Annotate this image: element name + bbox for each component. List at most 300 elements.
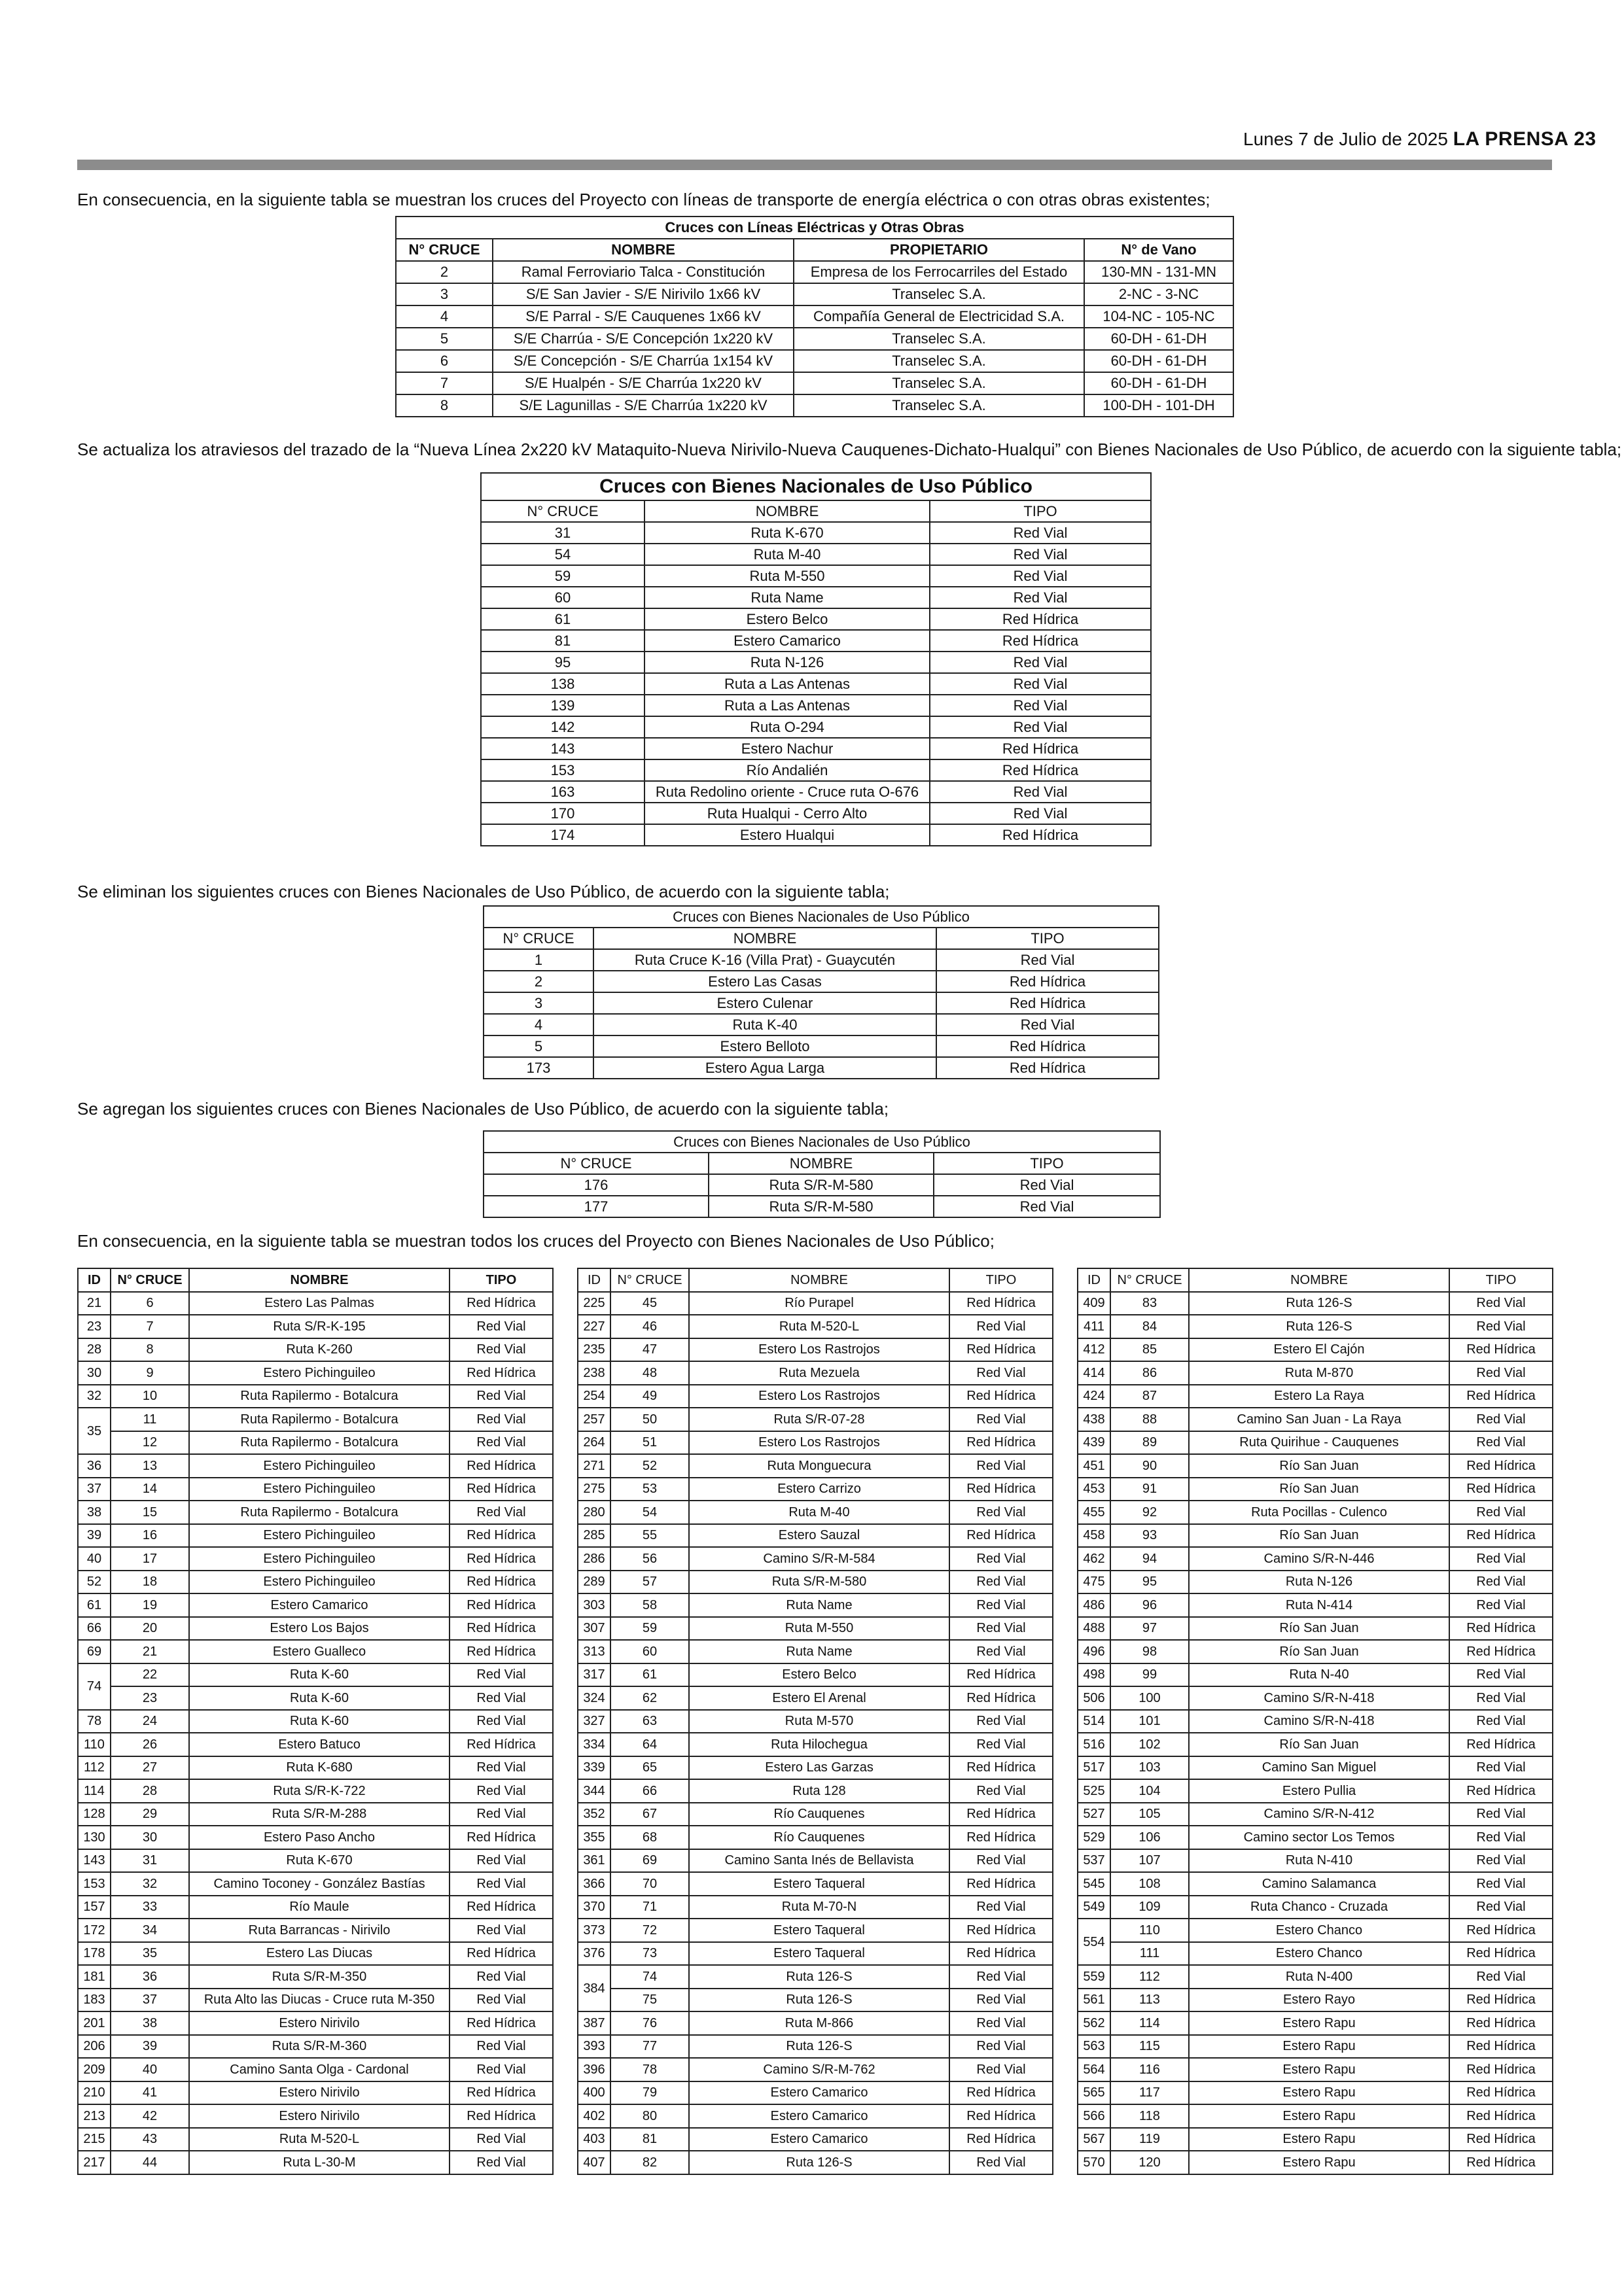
- table-row: [1078, 1593, 1553, 1617]
- column-header: N° CRUCE: [481, 500, 644, 522]
- table-row: [78, 1454, 553, 1478]
- table-cell: 79: [610, 2081, 689, 2105]
- table-cell: Río San Juan: [1189, 1617, 1449, 1641]
- table-cell: 24: [111, 1710, 189, 1733]
- table-row: [481, 544, 1151, 565]
- table-cell: 50: [610, 1408, 689, 1431]
- table-cell: 153: [481, 759, 644, 781]
- table-cell: Ruta M-550: [644, 565, 930, 587]
- table-row: [1078, 1547, 1553, 1571]
- table-row: [396, 305, 1233, 328]
- table-cell: Transelec S.A.: [794, 328, 1084, 350]
- table-row: [578, 1826, 1053, 1849]
- table-cell: Estero Los Rastrojos: [689, 1385, 949, 1408]
- table-cell: 73: [610, 1942, 689, 1966]
- table-cell: Estero Camarico: [689, 2104, 949, 2128]
- column-header: TIPO: [949, 1268, 1053, 1292]
- table-cell: 52: [610, 1454, 689, 1478]
- table-cell: 53: [610, 1478, 689, 1501]
- table-caption: Cruces con Líneas Eléctricas y Otras Obras: [396, 217, 1233, 239]
- table-cell: 105: [1110, 1803, 1189, 1826]
- table-cell: Red Vial: [930, 587, 1151, 608]
- table-cell: Red Hídrica: [450, 1361, 553, 1385]
- table-cell: 403: [578, 2128, 610, 2151]
- table-cell: Red Hídrica: [930, 738, 1151, 759]
- table-cell: 142: [481, 716, 644, 738]
- table-row: [578, 1454, 1053, 1478]
- table-cell: 60-DH - 61-DH: [1084, 372, 1233, 394]
- table-cell: 30: [78, 1361, 111, 1385]
- table-cell: 35: [111, 1942, 189, 1966]
- table-cell: 34: [111, 1919, 189, 1942]
- table-cell: Estero La Raya: [1189, 1385, 1449, 1408]
- table-cell: 38: [78, 1501, 111, 1524]
- table-cell: Camino San Juan - La Raya: [1189, 1408, 1449, 1431]
- table-row: [78, 1501, 553, 1524]
- table-cell: 60: [481, 587, 644, 608]
- table-cell: 210: [78, 2081, 111, 2105]
- table-cell: 104: [1110, 1779, 1189, 1803]
- table-cell: 65: [610, 1756, 689, 1780]
- table-cell: 1: [484, 949, 593, 971]
- table-row: [78, 1686, 553, 1710]
- table-cell: 361: [578, 1849, 610, 1873]
- table-row: [578, 2035, 1053, 2059]
- table-cell: Red Hídrica: [949, 1431, 1053, 1455]
- table-cell: 37: [111, 1989, 189, 2012]
- table-cell: Camino sector Los Temos: [1189, 1826, 1449, 1849]
- column-header: NOMBRE: [709, 1153, 934, 1174]
- table-cell: Estero Las Garzas: [689, 1756, 949, 1780]
- column-header: NOMBRE: [493, 239, 794, 261]
- table-cell: 100: [1110, 1686, 1189, 1710]
- table-cell: Estero Pichinguileo: [189, 1361, 450, 1385]
- table-row: [1078, 1361, 1553, 1385]
- table-cell: S/E Lagunillas - S/E Charrúa 1x220 kV: [493, 394, 794, 417]
- table-cell: 264: [578, 1431, 610, 1455]
- table-row: [1078, 1385, 1553, 1408]
- table-cell: S/E San Javier - S/E Nirivilo 1x66 kV: [493, 283, 794, 305]
- table-cell: 215: [78, 2128, 111, 2151]
- column-header: TIPO: [1449, 1268, 1553, 1292]
- table-cell: 525: [1078, 1779, 1110, 1803]
- table-cell: Red Vial: [450, 1315, 553, 1338]
- table-cell: 41: [111, 2081, 189, 2105]
- table-row: [578, 1710, 1053, 1733]
- table-row: [396, 372, 1233, 394]
- table-row: [484, 1174, 1160, 1196]
- table-cell: 35: [78, 1408, 111, 1454]
- table-cell: Red Hídrica: [949, 1942, 1053, 1966]
- table-row: [578, 2104, 1053, 2128]
- table-row: [78, 1965, 553, 1989]
- table-cell: 280: [578, 1501, 610, 1524]
- table-cell: 38: [111, 2011, 189, 2035]
- column-header: NOMBRE: [189, 1268, 450, 1292]
- table-cell: 370: [578, 1896, 610, 1919]
- table-row: [78, 1617, 553, 1641]
- table-cell: 90: [1110, 1454, 1189, 1478]
- table-row: [78, 1942, 553, 1966]
- table-cell: 116: [1110, 2058, 1189, 2081]
- table-cell: 61: [610, 1663, 689, 1687]
- table-cell: Red Hídrica: [1449, 2081, 1553, 2105]
- table-cell: 138: [481, 673, 644, 695]
- table-cell: 119: [1110, 2128, 1189, 2151]
- table-cell: 39: [111, 2035, 189, 2059]
- table-cell: 387: [578, 2011, 610, 2035]
- table-row: [578, 1408, 1053, 1431]
- table-cell: 78: [610, 2058, 689, 2081]
- table-row: [481, 630, 1151, 652]
- table-cell: Estero Taqueral: [689, 1872, 949, 1896]
- table-cell: Red Hídrica: [949, 1686, 1053, 1710]
- table-cell: Red Hídrica: [1449, 2104, 1553, 2128]
- table-row: [578, 1571, 1053, 1594]
- table-cell: 438: [1078, 1408, 1110, 1431]
- table-row: [578, 2151, 1053, 2174]
- table-cell: 455: [1078, 1501, 1110, 1524]
- table-row: [1078, 2104, 1553, 2128]
- table-cell: Red Hídrica: [1449, 1733, 1553, 1756]
- table-cell: Estero Sauzal: [689, 1524, 949, 1548]
- table-cell: Río San Juan: [1189, 1733, 1449, 1756]
- table-cell: 45: [610, 1292, 689, 1315]
- paragraph-5: En consecuencia, en la siguiente tabla se muestran todos los cruces del Proyecto con Bienes Nacionales de Uso Público;: [77, 1231, 995, 1251]
- table-cell: Red Vial: [1449, 1361, 1553, 1385]
- table-cell: 562: [1078, 2011, 1110, 2035]
- table-cell: 31: [111, 1849, 189, 1873]
- table-cell: 14: [111, 1478, 189, 1501]
- table-cell: Ruta Hualqui - Cerro Alto: [644, 803, 930, 824]
- header-date: Lunes 7 de Julio de 2025: [1243, 129, 1448, 149]
- table-cell: Red Vial: [949, 1965, 1053, 1989]
- table-row: [1078, 2011, 1553, 2035]
- table-cell: Ruta Name: [644, 587, 930, 608]
- table-row: [1078, 1942, 1553, 1966]
- table-cell: 76: [610, 2011, 689, 2035]
- table-row: [1078, 1338, 1553, 1362]
- table-cell: Red Vial: [1449, 1547, 1553, 1571]
- table-cell: 112: [1110, 1965, 1189, 1989]
- table-row: [78, 1385, 553, 1408]
- table-cell: 118: [1110, 2104, 1189, 2128]
- table-cell: 82: [610, 2151, 689, 2174]
- table-cell: 108: [1110, 1872, 1189, 1896]
- table-cell: 69: [78, 1640, 111, 1663]
- table-cell: 40: [78, 1547, 111, 1571]
- table-row: [78, 1547, 553, 1571]
- table-cell: Ruta K-670: [644, 522, 930, 544]
- table-cell: 407: [578, 2151, 610, 2174]
- table-cell: Red Hídrica: [930, 630, 1151, 652]
- table-cell: 81: [481, 630, 644, 652]
- table-row: [78, 2011, 553, 2035]
- table-row: [578, 1803, 1053, 1826]
- table-cell: Estero Taqueral: [689, 1919, 949, 1942]
- table-cell: Estero Batuco: [189, 1733, 450, 1756]
- table-cell: 40: [111, 2058, 189, 2081]
- table-row: [578, 1779, 1053, 1803]
- table-cell: 561: [1078, 1989, 1110, 2012]
- table-cell: Ruta K-260: [189, 1338, 450, 1362]
- paragraph-2: Se actualiza los atraviesos del trazado de la “Nueva Línea 2x220 kV Mataquito-Nueva Nirivilo-Nueva Cauquenes-Dichato-Hualqui” con Bienes Nacionales de Uso Público, de acuerdo con la siguiente tabla;: [77, 440, 1622, 459]
- table-row: [1078, 2035, 1553, 2059]
- table-cell: 91: [1110, 1478, 1189, 1501]
- table-cell: Red Vial: [1449, 1292, 1553, 1315]
- table-cell: Red Vial: [450, 1408, 553, 1431]
- table-cell: Red Vial: [450, 1385, 553, 1408]
- table-cell: 58: [610, 1593, 689, 1617]
- table-cell: 60-DH - 61-DH: [1084, 350, 1233, 372]
- table-cell: Red Vial: [1449, 1408, 1553, 1431]
- table-cell: 44: [111, 2151, 189, 2174]
- table-cell: 324: [578, 1686, 610, 1710]
- table-cell: Red Vial: [949, 1710, 1053, 1733]
- table-cell: Red Vial: [949, 1849, 1053, 1873]
- table-row: [1078, 1872, 1553, 1896]
- table-row: [578, 1989, 1053, 2012]
- table-cell: 289: [578, 1571, 610, 1594]
- table-cell: 112: [78, 1756, 111, 1780]
- table-cell: 414: [1078, 1361, 1110, 1385]
- table-cell: 9: [111, 1361, 189, 1385]
- table-cell: 384: [578, 1965, 610, 2011]
- table-row: [78, 1478, 553, 1501]
- table-cell: Red Vial: [930, 544, 1151, 565]
- table-cell: Red Hídrica: [1449, 1919, 1553, 1942]
- table-row: [578, 2128, 1053, 2151]
- table-cell: Red Vial: [930, 781, 1151, 803]
- table-cell: 173: [484, 1057, 593, 1079]
- table-cell: 130: [78, 1826, 111, 1849]
- table-cell: Red Hídrica: [1449, 2058, 1553, 2081]
- table-cell: Red Hídrica: [936, 1035, 1159, 1057]
- table-cell: Transelec S.A.: [794, 394, 1084, 417]
- table-cell: 6: [396, 350, 493, 372]
- table-cell: Estero Los Rastrojos: [689, 1431, 949, 1455]
- table-cell: 545: [1078, 1872, 1110, 1896]
- table-row: [1078, 1803, 1553, 1826]
- table-cell: Red Vial: [949, 1408, 1053, 1431]
- table-cell: Estero Pichinguileo: [189, 1571, 450, 1594]
- table-cell: Red Hídrica: [930, 824, 1151, 846]
- table-cell: Red Vial: [1449, 1826, 1553, 1849]
- table-row: [78, 1338, 553, 1362]
- column-header: N° CRUCE: [610, 1268, 689, 1292]
- table-cell: Red Hídrica: [949, 1826, 1053, 1849]
- table-cell: Red Vial: [949, 1315, 1053, 1338]
- table-cell: Red Vial: [949, 1547, 1053, 1571]
- column-header: N° CRUCE: [1110, 1268, 1189, 1292]
- table-row: [578, 1547, 1053, 1571]
- table-cell: 12: [111, 1431, 189, 1455]
- table-cell: 458: [1078, 1524, 1110, 1548]
- table-cell: Red Hídrica: [450, 1454, 553, 1478]
- table-cell: Ruta Rapilermo - Botalcura: [189, 1408, 450, 1431]
- table-cell: 77: [610, 2035, 689, 2059]
- table-cell: Red Hídrica: [949, 1803, 1053, 1826]
- table-cell: Ruta a Las Antenas: [644, 673, 930, 695]
- table-cell: Red Vial: [949, 1501, 1053, 1524]
- table-row: [1078, 1315, 1553, 1338]
- table-cell: 172: [78, 1919, 111, 1942]
- table-cell: Ruta N-400: [1189, 1965, 1449, 1989]
- table-cell: Ruta K-680: [189, 1756, 450, 1780]
- table-cell: Red Vial: [930, 652, 1151, 673]
- table-cell: 7: [396, 372, 493, 394]
- table-cell: Red Hídrica: [450, 1617, 553, 1641]
- header-paper: LA PRENSA: [1453, 128, 1569, 150]
- table-cell: 527: [1078, 1803, 1110, 1826]
- table-cell: 514: [1078, 1710, 1110, 1733]
- table-cell: 71: [610, 1896, 689, 1919]
- table-cell: 22: [111, 1663, 189, 1687]
- table-cell: 567: [1078, 2128, 1110, 2151]
- table-row: [1078, 1896, 1553, 1919]
- table-row: [1078, 2081, 1553, 2105]
- table-cell: 16: [111, 1524, 189, 1548]
- table-cell: 70: [610, 1872, 689, 1896]
- table-cell: 46: [610, 1315, 689, 1338]
- table-cell: 554: [1078, 1919, 1110, 1965]
- table-cell: Red Hídrica: [450, 1640, 553, 1663]
- table-cell: 27: [111, 1756, 189, 1780]
- table-row: [1078, 1733, 1553, 1756]
- table-row: [78, 1593, 553, 1617]
- table-cell: Red Hídrica: [1449, 1478, 1553, 1501]
- table-cell: Estero Culenar: [593, 992, 936, 1014]
- column-header: N° CRUCE: [396, 239, 493, 261]
- table-cell: Ruta Mezuela: [689, 1361, 949, 1385]
- table-cell: 8: [396, 394, 493, 417]
- table-cell: Red Vial: [450, 1501, 553, 1524]
- table-cell: Río Purapel: [689, 1292, 949, 1315]
- table-row: [481, 781, 1151, 803]
- table-cell: Red Hídrica: [450, 1571, 553, 1594]
- table-cell: Red Hídrica: [949, 2081, 1053, 2105]
- table-cell: Red Vial: [450, 2151, 553, 2174]
- column-header: NOMBRE: [593, 928, 936, 949]
- table-cell: Ruta Name: [689, 1593, 949, 1617]
- table-cell: 412: [1078, 1338, 1110, 1362]
- table-cell: 376: [578, 1942, 610, 1966]
- table-cell: Red Hídrica: [1449, 1989, 1553, 2012]
- table-cell: Ruta 126-S: [689, 1965, 949, 1989]
- table-cell: 111: [1110, 1942, 1189, 1966]
- table-cell: Estero Carrizo: [689, 1478, 949, 1501]
- table-cell: 84: [1110, 1315, 1189, 1338]
- table-cell: Red Vial: [930, 695, 1151, 716]
- table-cell: 286: [578, 1547, 610, 1571]
- column-header: ID: [578, 1268, 610, 1292]
- table-cell: 69: [610, 1849, 689, 1873]
- table-cell: Red Hídrica: [450, 1733, 553, 1756]
- table-cell: Ruta M-70-N: [689, 1896, 949, 1919]
- table-cell: Estero Pichinguileo: [189, 1478, 450, 1501]
- table-cell: Ruta N-410: [1189, 1849, 1449, 1873]
- table-cell: Red Hídrica: [936, 1057, 1159, 1079]
- table-row: [578, 1663, 1053, 1687]
- table-row: [578, 1617, 1053, 1641]
- table-cell: 177: [484, 1196, 709, 1217]
- table-cell: 235: [578, 1338, 610, 1362]
- table-cell: Red Vial: [450, 1803, 553, 1826]
- table-cell: 74: [610, 1965, 689, 1989]
- table-row: [1078, 1431, 1553, 1455]
- table-cell: 107: [1110, 1849, 1189, 1873]
- table-row: [78, 1361, 553, 1385]
- table-cell: 49: [610, 1385, 689, 1408]
- table-cell: Ruta a Las Antenas: [644, 695, 930, 716]
- table-cell: Estero Rapu: [1189, 2035, 1449, 2059]
- table-cell: Red Vial: [1449, 1803, 1553, 1826]
- table-cell: Transelec S.A.: [794, 350, 1084, 372]
- table-row: [78, 1431, 553, 1455]
- table-row: [578, 1593, 1053, 1617]
- table-cell: Red Hídrica: [1449, 1338, 1553, 1362]
- table-row: [1078, 2128, 1553, 2151]
- table-cell: 92: [1110, 1501, 1189, 1524]
- table-cell: Estero Camarico: [644, 630, 930, 652]
- table-cell: 19: [111, 1593, 189, 1617]
- table-cell: Red Vial: [450, 1663, 553, 1687]
- table-cell: 36: [111, 1965, 189, 1989]
- table-cell: Compañía General de Electricidad S.A.: [794, 305, 1084, 328]
- table-cell: Ruta N-414: [1189, 1593, 1449, 1617]
- table-cell: Red Vial: [1449, 1501, 1553, 1524]
- table-cell: 80: [610, 2104, 689, 2128]
- table-cell: Ruta 126-S: [689, 2151, 949, 2174]
- table-cell: Red Hídrica: [450, 1478, 553, 1501]
- table-cell: Ruta N-40: [1189, 1663, 1449, 1687]
- table-cell: 78: [78, 1710, 111, 1733]
- table-cell: 143: [481, 738, 644, 759]
- table-cell: 238: [578, 1361, 610, 1385]
- table-row: [578, 2081, 1053, 2105]
- table-cell: Estero Nirivilo: [189, 2011, 450, 2035]
- table-cell: 496: [1078, 1640, 1110, 1663]
- table-cell: Red Hídrica: [930, 759, 1151, 781]
- table-cell: Red Vial: [936, 1014, 1159, 1035]
- table-cell: Ruta 126-S: [1189, 1315, 1449, 1338]
- table-cell: 5: [484, 1035, 593, 1057]
- table-cell: Estero Paso Ancho: [189, 1826, 450, 1849]
- table-row: [578, 1385, 1053, 1408]
- table-cell: 63: [610, 1710, 689, 1733]
- table-row: [481, 803, 1151, 824]
- table-cell: Red Hídrica: [949, 1524, 1053, 1548]
- table-row: [78, 1640, 553, 1663]
- table-row: [396, 328, 1233, 350]
- table-cell: Estero Rapu: [1189, 2081, 1449, 2105]
- table-cell: Red Hídrica: [450, 2081, 553, 2105]
- table-row: [1078, 1617, 1553, 1641]
- table-cell: 94: [1110, 1547, 1189, 1571]
- table-cell: 2: [484, 971, 593, 992]
- table-cell: Transelec S.A.: [794, 372, 1084, 394]
- table-cell: Estero Chanco: [1189, 1919, 1449, 1942]
- table-row: [484, 949, 1159, 971]
- table-cell: 102: [1110, 1733, 1189, 1756]
- column-header: NOMBRE: [689, 1268, 949, 1292]
- table-row: [396, 261, 1233, 283]
- table-cell: 114: [1110, 2011, 1189, 2035]
- table-cell: 498: [1078, 1663, 1110, 1687]
- table-cell: Ruta 126-S: [689, 2035, 949, 2059]
- table-cell: 64: [610, 1733, 689, 1756]
- table-cell: 201: [78, 2011, 111, 2035]
